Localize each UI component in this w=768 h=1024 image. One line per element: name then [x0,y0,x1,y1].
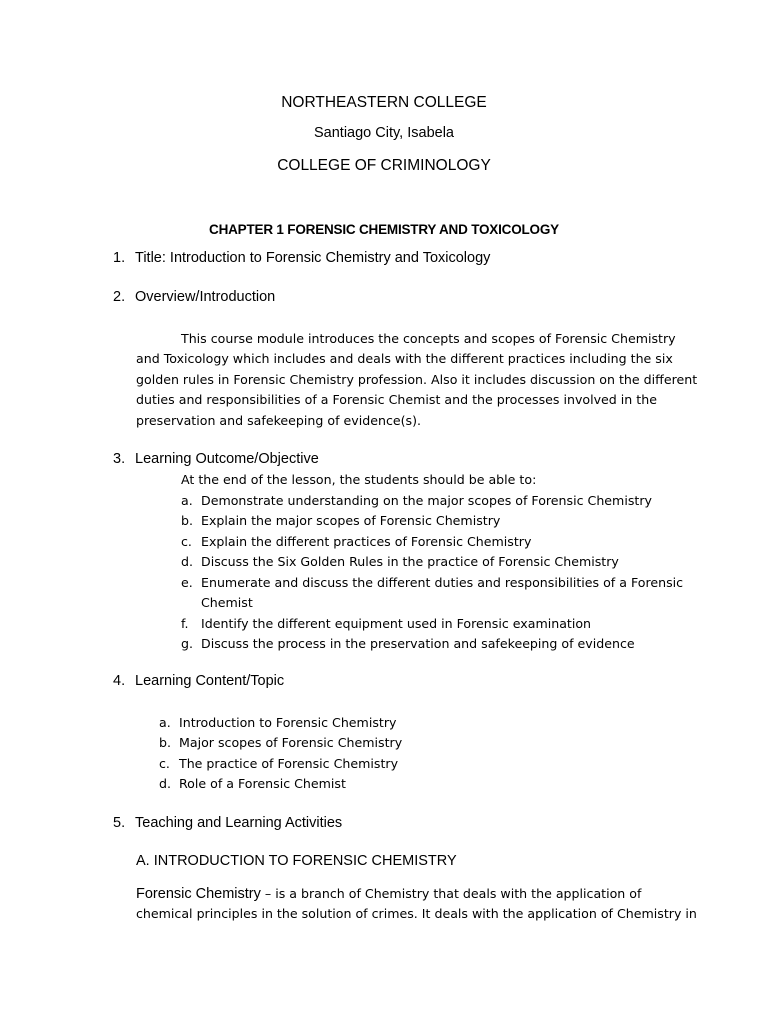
list-text: Identify the different equipment used in Forensic examination [201,616,592,631]
topic-item [159,733,402,754]
overview-line: and Toxicology which includes and deals with the different practices including the six [136,351,673,366]
list-label: a. [181,493,193,508]
objective-item [181,573,683,594]
overview-line: golden rules in Forensic Chemistry profession. Also it includes discussion on the different [136,372,698,387]
section-number: 3. [113,451,126,467]
list-text: Introduction to Forensic Chemistry [179,715,397,730]
section-number: 4. [113,673,126,689]
list-text: Role of a Forensic Chemist [179,776,346,791]
section-title: Learning Content/Topic [135,673,285,689]
institution-location: Santiago City, Isabela [314,125,454,141]
list-label: b. [159,735,171,750]
section-number: 5. [113,815,126,831]
list-label: e. [181,575,193,590]
activity-heading: A. INTRODUCTION TO FORENSIC CHEMISTRY [136,853,457,869]
section-3-heading [113,451,319,467]
list-label: c. [159,756,170,771]
institution-name: NORTHEASTERN COLLEGE [281,94,487,111]
list-label: a. [159,715,171,730]
section-number: 2. [113,289,126,305]
section-5-heading [113,815,342,831]
objective-item-continuation: Chemist [201,595,253,610]
section-1-heading [113,250,490,266]
section-number: 1. [113,250,126,266]
list-text: Explain the different practices of Forensic Chemistry [201,534,532,549]
list-label: d. [181,554,193,569]
objective-item [181,532,531,553]
topic-item [159,713,396,734]
definition-term: Forensic Chemistry [136,886,261,902]
list-label: d. [159,776,171,791]
objective-item [181,614,591,635]
list-text: Discuss the process in the preservation and safekeeping of evidence [201,636,635,651]
objective-item [181,511,500,532]
list-text: Discuss the Six Golden Rules in the practice of Forensic Chemistry [201,554,619,569]
list-label: b. [181,513,193,528]
definition-text: – is a branch of Chemistry that deals with the application of [260,886,642,901]
list-label: c. [181,534,192,549]
objective-item [181,491,652,512]
section-2-heading [113,289,275,305]
chapter-title: CHAPTER 1 FORENSIC CHEMISTRY AND TOXICOLOGY [209,222,559,237]
section-title: Learning Outcome/Objective [135,451,319,467]
definition-continuation: chemical principles in the solution of crimes. It deals with the application of Chemistry in [136,906,697,921]
list-text: Major scopes of Forensic Chemistry [179,735,403,750]
objective-item [181,634,635,655]
list-text: Demonstrate understanding on the major scopes of Forensic Chemistry [201,493,652,508]
list-label: g. [181,636,193,651]
objectives-intro: At the end of the lesson, the students should be able to: [181,472,537,487]
section-title: Title: Introduction to Forensic Chemistry and Toxicology [135,250,491,266]
objective-item [181,552,619,573]
overview-line: This course module introduces the concepts and scopes of Forensic Chemistry [181,331,676,346]
list-text: Explain the major scopes of Forensic Chemistry [201,513,501,528]
list-text: The practice of Forensic Chemistry [179,756,399,771]
list-label: f. [181,616,189,631]
overview-line: preservation and safekeeping of evidence(s). [136,413,422,428]
section-title: Overview/Introduction [135,289,276,305]
definition-line [136,884,641,905]
list-text: Enumerate and discuss the different duties and responsibilities of a Forensic [201,575,684,590]
college-name: COLLEGE OF CRIMINOLOGY [277,157,491,174]
topic-item [159,754,398,775]
section-4-heading [113,673,284,689]
overview-line: duties and responsibilities of a Forensic Chemist and the processes involved in the [136,392,657,407]
topic-item [159,774,346,795]
section-title: Teaching and Learning Activities [135,815,343,831]
